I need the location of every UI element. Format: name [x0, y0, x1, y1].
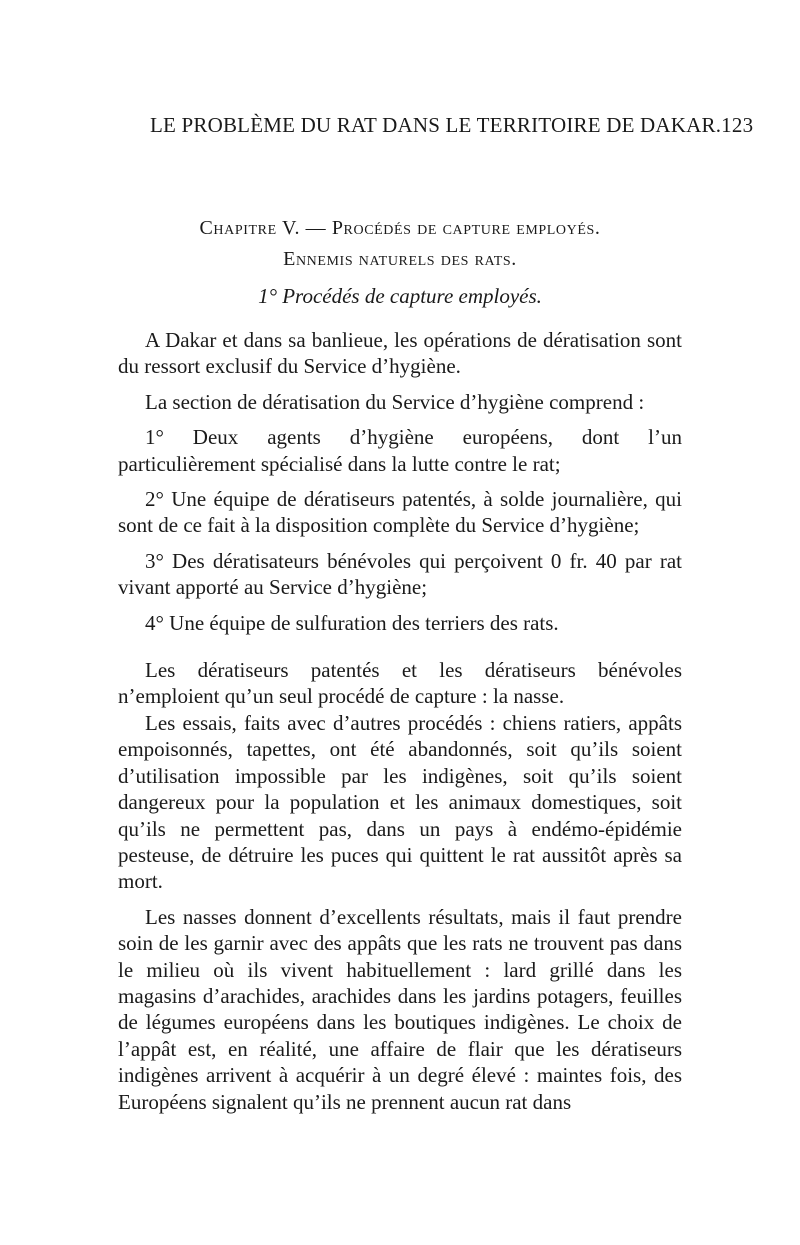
list-item: 1° Deux agents d’hygiène européens, dont l’un particulièrement spécialisé dans la lutte contre le rat;	[118, 425, 682, 476]
chapter-heading	[0, 213, 800, 275]
chapter-title-line: Chapitre V. — Procédés de capture employés.	[199, 217, 601, 239]
chapter-subtitle-line: Ennemis naturels des rats.	[283, 248, 517, 270]
section-title: 1° Procédés de capture employés.	[258, 284, 542, 308]
list-item: 3° Des dératisateurs bénévoles qui perçoivent 0 fr. 40 par rat vivant apporté au Service d’hygiène;	[118, 548, 682, 600]
list-item: 2° Une équipe de dératiseurs patentés, à solde journalière, qui sont de ce fait à la disposition complète du Service d’hygiène;	[118, 487, 682, 538]
list-item: 4° Une équipe de sulfuration des terriers des rats.	[145, 610, 559, 635]
running-head-title: LE PROBLÈME DU RAT DANS LE TERRITOIRE DE DAKAR.	[150, 113, 722, 137]
paragraph: Les nasses donnent d’excellents résultats, mais il faut prendre soin de les garnir avec des appâts que les rats ne trouvent pas dans le milieu où ils vivent habituellement : lard grillé dans les magasins d’arachides, arachides dans les jardins potagers, feuilles de légumes européens dans les boutiques indigènes. Le choix de l’appât est, en réalité, une affaire de flair que les dératiseurs indigènes arrivent à acquérir à un degré élevé : maintes fois, des Européens signalent qu’ils ne prennent aucun rat dans	[118, 904, 682, 1114]
paragraph: A Dakar et dans sa banlieue, les opérations de dératisation sont du ressort exclusif du Service d’hygiène.	[118, 328, 682, 379]
paragraph: Les dératiseurs patentés et les dératiseurs bénévoles n’emploient qu’un seul procédé de capture : la nasse.	[118, 658, 682, 709]
body-text	[118, 327, 682, 1115]
paragraph: Les essais, faits avec d’autres procédés : chiens ratiers, appâts empoisonnés, tapettes, ont été abandonnés, soit qu’ils soient d’utilisation impossible par les indigènes, soit qu’ils soient dangereux pour la population et les animaux domestiques, soit qu’ils ne permettent pas, dans un pays à endémo-épidémie pesteuse, de détruire les puces qui quittent le rat aussitôt après sa mort.	[118, 710, 682, 894]
page-number: 123	[721, 113, 754, 137]
paragraph: La section de dératisation du Service d’hygiène comprend :	[145, 389, 645, 414]
running-head	[150, 113, 754, 138]
